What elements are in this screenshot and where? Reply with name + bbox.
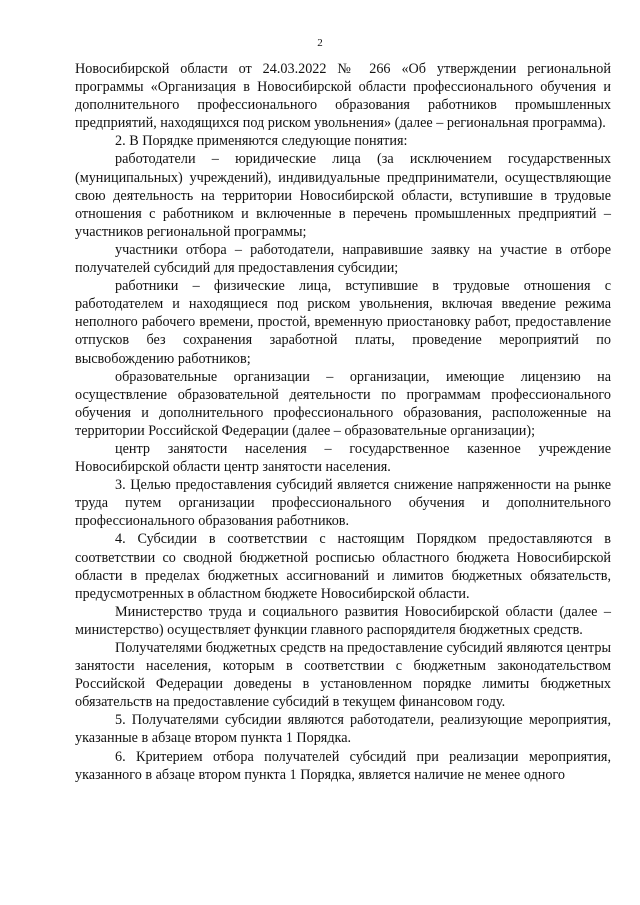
paragraph-budget-recipients: Получателями бюджетных средств на предоставление субсидий являются центры занятости населения, которым в соответствии с бюджетным законодательством Российской Федерации доведены в установленном порядке лимиты бюджетных обязательств на предоставление субсидий в текущем финансовом году. (75, 640, 611, 711)
paragraph-definition-employment-center: центр занятости населения – государственное казенное учреждение Новосибирской области центр занятости населения. (75, 440, 611, 476)
paragraph-definition-workers: работники – физические лица, вступившие в трудовые отношения с работодателем и находящиеся под риском увольнения, включая введение режима неполного рабочего времени, простой, временную приостановку работ, предоставление отпусков без сохранения заработной платы, проведение мероприятий по высвобождению работников; (75, 278, 611, 367)
paragraph-item-2: 2. В Порядке применяются следующие понятия: (115, 133, 408, 150)
page-number: 2 (317, 37, 323, 49)
paragraph-item-3: 3. Целью предоставления субсидий является снижение напряженности на рынке труда путем организации профессионального обучения и дополнительного профессионального образования работников. (75, 477, 611, 530)
paragraph-intro: Новосибирской области от 24.03.2022 № 266 «Об утверждении региональной программы «Организация в Новосибирской области профессионального обучения и дополнительного профессионального образования работников промышленных предприятий, находящихся под риском увольнения» (далее – региональная программа). (75, 61, 611, 132)
document-body (75, 60, 611, 784)
paragraph-item-5: 5. Получателями субсидии являются работодатели, реализующие мероприятия, указанные в абзаце втором пункта 1 Порядка. (75, 712, 611, 747)
paragraph-definition-employers: работодатели – юридические лица (за исключением государственных (муниципальных) учреждений), индивидуальные предприниматели, осуществляющие свою деятельность на территории Новосибирской области, вступившие в трудовые отношения с работником и включенные в перечень промышленных предприятий – участников региональной программы; (75, 151, 611, 240)
paragraph-definition-participants: участники отбора – работодатели, направившие заявку на участие в отборе получателей субсидий для предоставления субсидии; (75, 241, 611, 277)
paragraph-definition-educational-orgs: образовательные организации – организации, имеющие лицензию на осуществление образовательной деятельности по программам профессионального обучения и дополнительного профессионального образования, расположенные на территории Российской Федерации (далее – образовательные организации); (75, 368, 611, 439)
paragraph-item-6: 6. Критерием отбора получателей субсидий при реализации мероприятия, указанного в абзаце втором пункта 1 Порядка, является наличие не менее одного (75, 748, 611, 783)
paragraph-item-4: 4. Субсидии в соответствии с настоящим Порядком предоставляются в соответствии со сводной бюджетной росписью областного бюджета Новосибирской области в пределах бюджетных ассигнований и лимитов бюджетных обязательств, предусмотренных в областном бюджете Новосибирской области. (75, 531, 611, 602)
paragraph-ministry: Министерство труда и социального развития Новосибирской области (далее – министерство) осуществляет функции главного распорядителя бюджетных средств. (75, 603, 611, 638)
